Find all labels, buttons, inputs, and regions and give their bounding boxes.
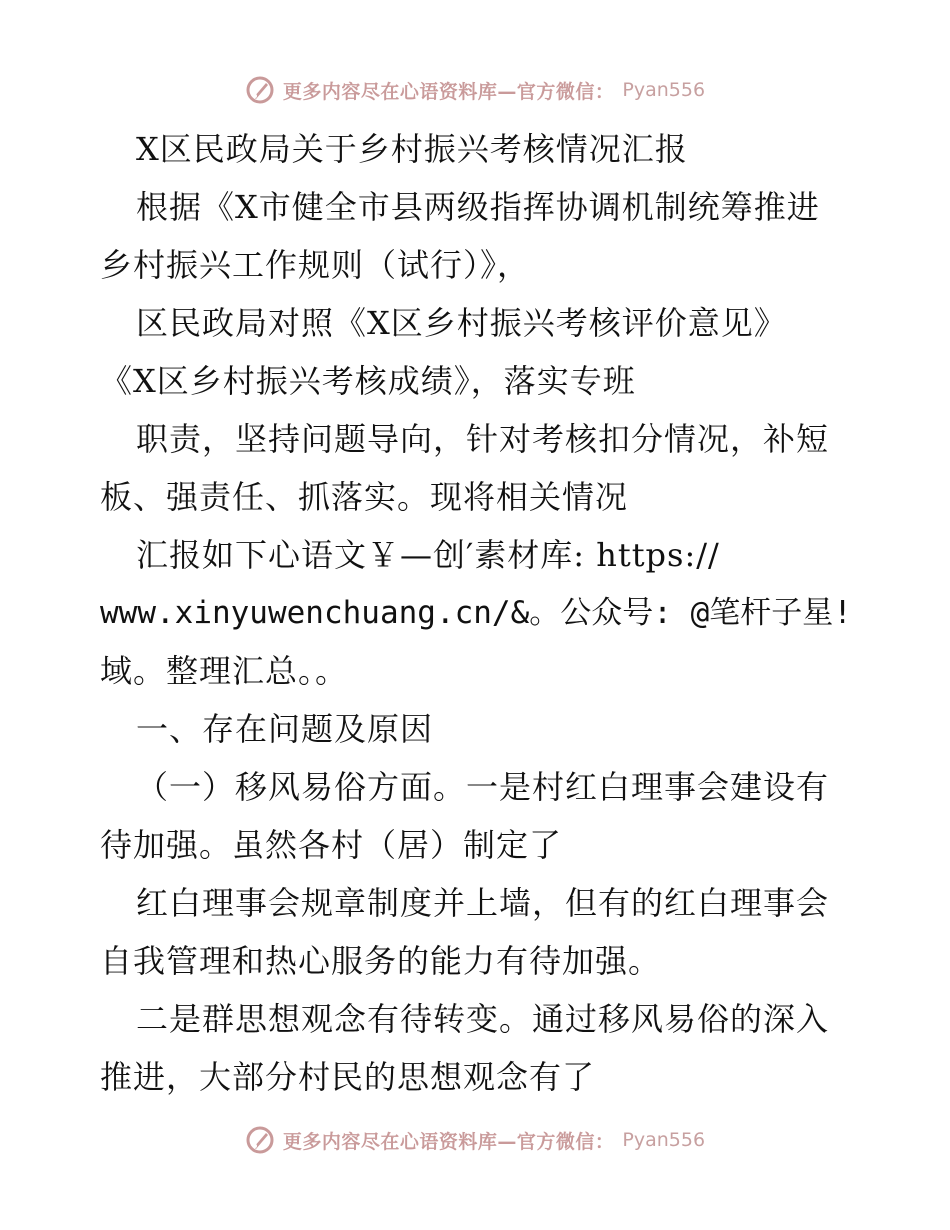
- watermark-brand: Pyan556: [622, 1129, 706, 1151]
- paragraph-line: 板、强责任、抓落实。现将相关情况: [100, 478, 629, 516]
- paragraph-line-url: www.xinyuwenchuang.cn/&。公众号: @笔杆子星!: [100, 595, 852, 631]
- quill-seal-icon: [245, 75, 275, 105]
- paragraph-line: 职责，坚持问题导向，针对考核扣分情况，补短: [136, 420, 830, 458]
- paragraph-line: 红白理事会规章制度并上墙，但有的红白理事会: [136, 884, 830, 922]
- footer-watermark: [0, 1122, 950, 1158]
- watermark-brand: Pyan556: [622, 79, 706, 101]
- paragraph-line: 汇报如下心语文￥—创′素材库: https://: [136, 536, 720, 574]
- watermark-text: 更多内容尽在心语资料库—官方微信：: [282, 80, 615, 103]
- paragraph-line: 乡村振兴工作规则（试行）》，: [100, 246, 531, 284]
- header-watermark: [0, 72, 950, 108]
- paragraph-line: 域。整理汇总。。: [100, 652, 349, 690]
- paragraph-line: 《X区乡村振兴考核成绩》，落实专班: [100, 362, 636, 400]
- paragraph-line: 根据《X市健全市县两级指挥协调机制统筹推进: [136, 188, 820, 226]
- paragraph-line: 区民政局对照《X区乡村振兴考核评价意见》: [136, 304, 787, 342]
- paragraph-line: 自我管理和热心服务的能力有待加强。: [100, 942, 662, 980]
- section-heading: 一、存在问题及原因: [136, 710, 434, 748]
- quill-seal-icon: [245, 1125, 275, 1155]
- document-title: X区民政局关于乡村振兴考核情况汇报: [136, 130, 688, 168]
- paragraph-line: 推进，大部分村民的思想观念有了: [100, 1058, 596, 1096]
- paragraph-line: 二是群思想观念有待转变。通过移风易俗的深入: [136, 1000, 830, 1038]
- subsection-heading: （一）移风易俗方面。一是村红白理事会建设有: [136, 768, 830, 806]
- paragraph-line: 待加强。虽然各村（居）制定了: [100, 826, 563, 864]
- document-body: [100, 120, 860, 1106]
- watermark-text: 更多内容尽在心语资料库—官方微信：: [282, 1130, 615, 1153]
